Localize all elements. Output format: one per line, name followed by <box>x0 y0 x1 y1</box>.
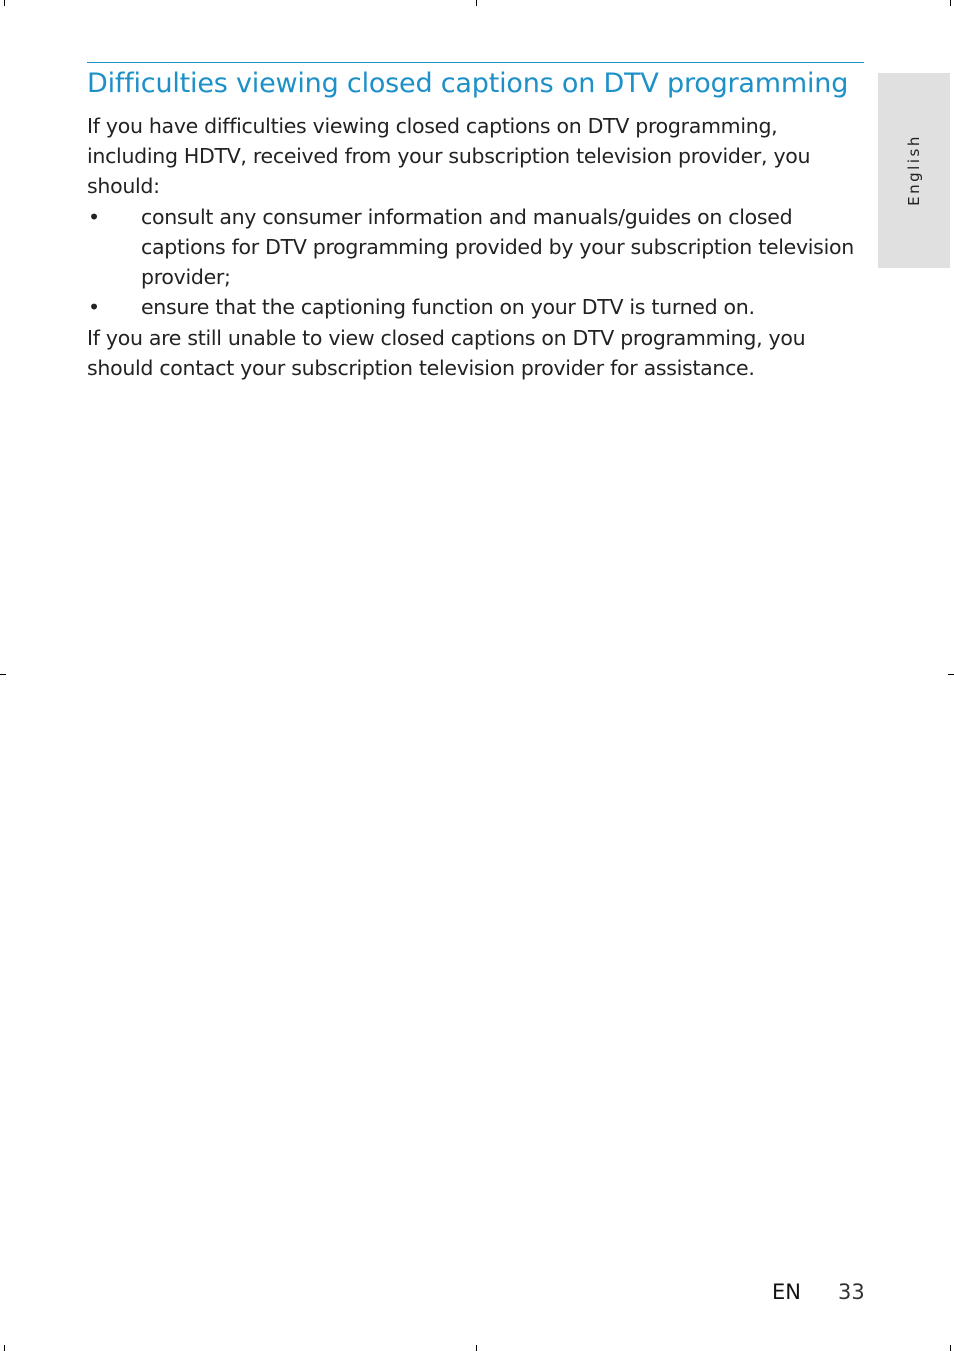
heading-rule <box>87 62 864 63</box>
list-item <box>87 292 857 322</box>
list-item <box>87 202 857 292</box>
crop-mark-bottom-right <box>950 1345 951 1351</box>
bullet-icon: • <box>88 295 100 319</box>
section-heading: Difficulties viewing closed captions on DTV programming <box>87 68 849 99</box>
crop-mark-top-left <box>4 0 5 6</box>
crop-mark-middle-right <box>948 674 954 675</box>
crop-mark-top-right <box>950 0 951 6</box>
bullet-icon: • <box>88 205 100 229</box>
list-item-text: ensure that the captioning function on your DTV is turned on. <box>141 295 755 319</box>
advice-list <box>87 202 857 322</box>
crop-mark-bottom-left <box>4 1345 5 1351</box>
footer-language-code: EN <box>772 1280 801 1304</box>
language-tab-label: English <box>905 134 923 206</box>
intro-paragraph: If you have difficulties viewing closed captions on DTV programming, including HDTV, received from your subscription television provider, you should: <box>87 114 811 198</box>
list-item-text: consult any consumer information and manuals/guides on closed captions for DTV programming provided by your subscription television provider; <box>141 205 854 289</box>
crop-mark-middle-left <box>0 674 6 675</box>
closing-paragraph: If you are still unable to view closed captions on DTV programming, you should contact your subscription television provider for assistance. <box>87 326 806 380</box>
page-number: 33 <box>838 1280 865 1304</box>
crop-mark-bottom-center <box>476 1345 477 1351</box>
crop-mark-top-center <box>476 0 477 6</box>
language-tab <box>878 73 950 268</box>
